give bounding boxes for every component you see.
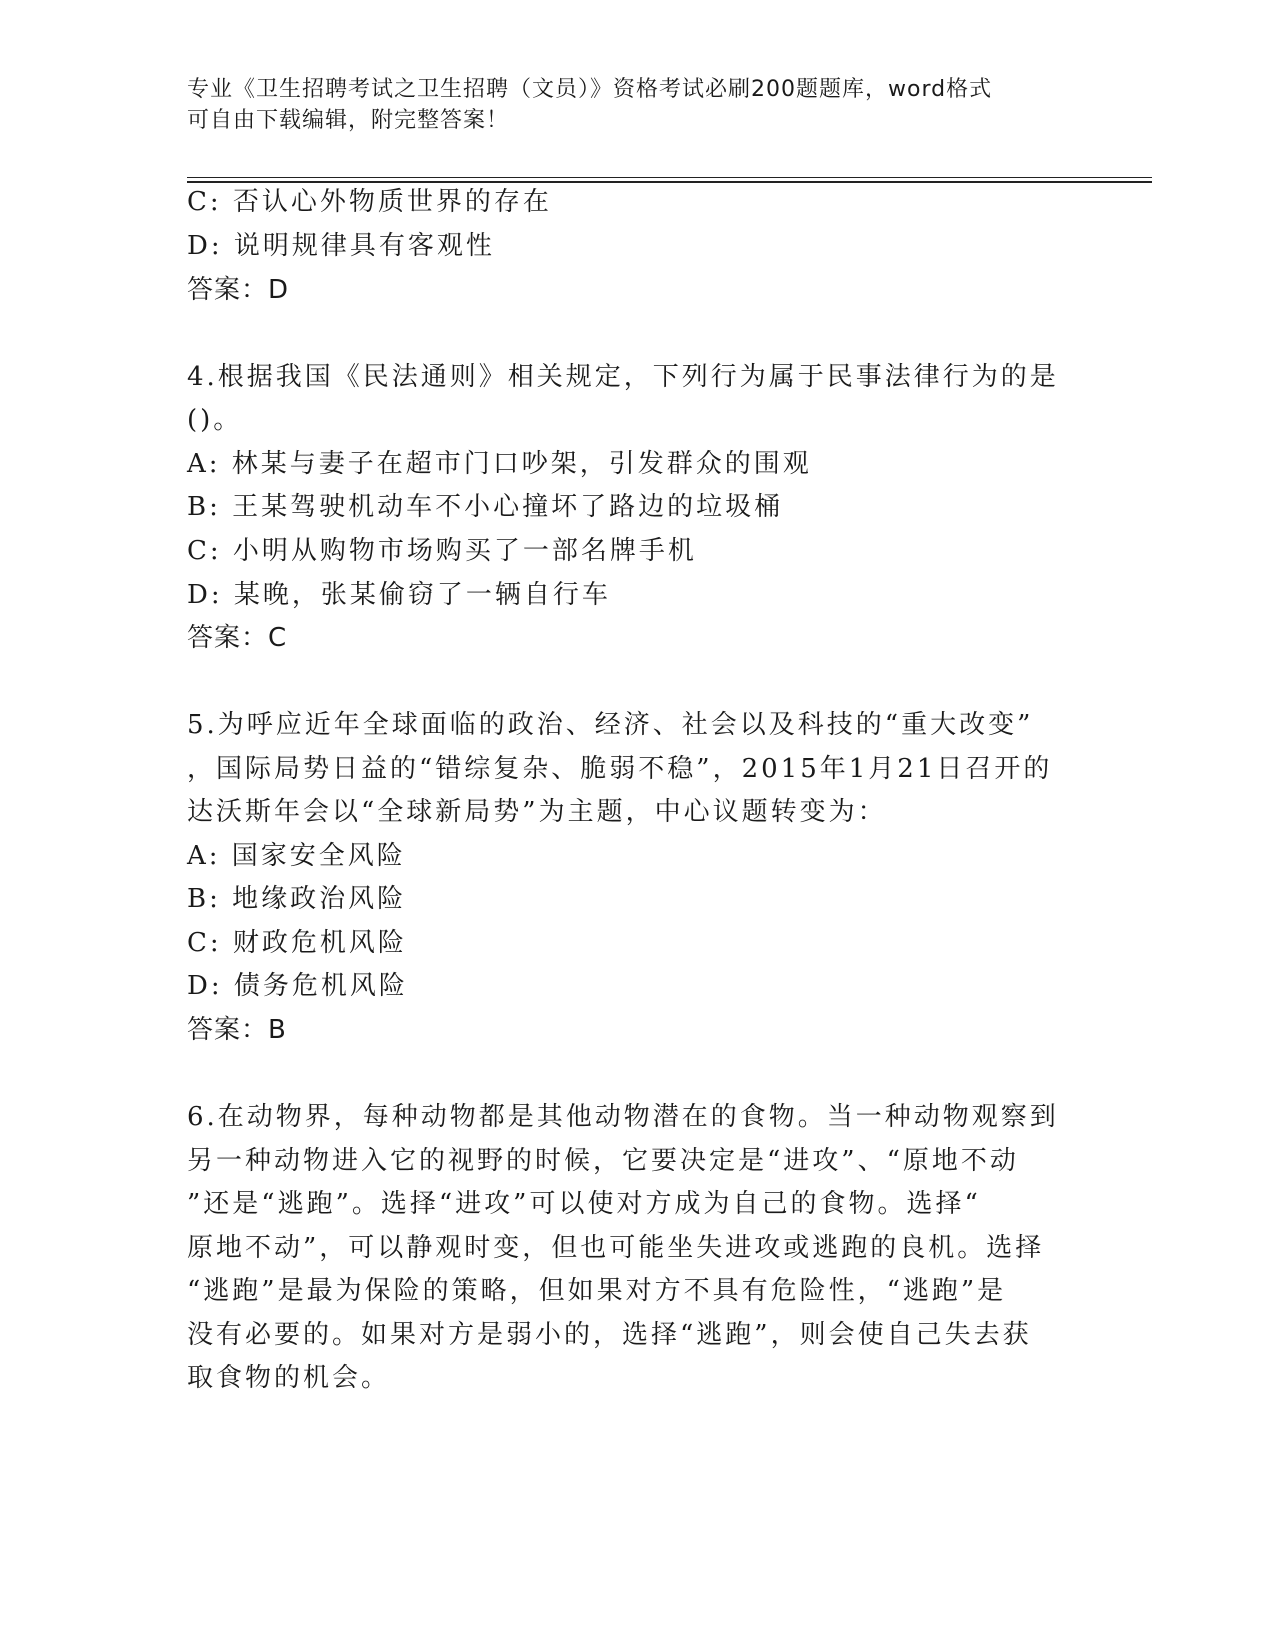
q5-stem-line-1: 5.为呼应近年全球面临的政治、经济、社会以及科技的“重大改变”: [187, 710, 1034, 740]
q6-stem-line-1: 6.在动物界，每种动物都是其他动物潜在的食物。当一种动物观察到: [187, 1102, 1059, 1132]
q4-option-c: C: 小明从购物市场购买了一部名牌手机: [187, 536, 697, 566]
q6-stem-line-2: 另一种动物进入它的视野的时候，它要决定是“进攻”、“原地不动: [187, 1146, 1019, 1176]
q6-stem-line-6: 没有必要的。如果对方是弱小的，选择“逃跑”，则会使自己失去获: [187, 1320, 1032, 1350]
q4-option-a: A: 林某与妻子在超市门口吵架，引发群众的围观: [187, 449, 812, 479]
q4-answer: 答案：C: [187, 623, 288, 653]
q5-option-a: A: 国家安全风险: [187, 841, 406, 871]
q6-stem-line-4: 原地不动”，可以静观时变，但也可能坐失进攻或逃跑的良机。选择: [187, 1233, 1045, 1263]
header-divider-thick: [187, 181, 1152, 183]
q4-option-d: D: 某晚，张某偷窃了一辆自行车: [187, 580, 611, 610]
q4-stem-line-2: ()。: [187, 405, 243, 435]
q6-stem-line-3: ”还是“逃跑”。选择“进攻”可以使对方成为自己的食物。选择“: [187, 1189, 981, 1219]
header-line-1: 专业《卫生招聘考试之卫生招聘（文员）》资格考试必刷200题题库，word格式: [187, 77, 993, 102]
q4-stem-line-1: 4.根据我国《民法通则》相关规定，下列行为属于民事法律行为的是: [187, 362, 1059, 392]
q5-option-d: D: 债务危机风险: [187, 971, 408, 1001]
q6-stem-line-5: “逃跑”是最为保险的策略，但如果对方不具有危险性，“逃跑”是: [187, 1276, 1007, 1306]
q3-option-d: D: 说明规律具有客观性: [187, 231, 495, 261]
q4-option-b: B: 王某驾驶机动车不小心撞坏了路边的垃圾桶: [187, 492, 784, 522]
document-header: [187, 74, 1067, 136]
q6-stem-line-7: 取食物的机会。: [187, 1363, 391, 1393]
header-line-2: 可自由下载编辑，附完整答案！: [187, 108, 510, 133]
q5-option-b: B: 地缘政治风险: [187, 884, 407, 914]
q3-option-c: C: 否认心外物质世界的存在: [187, 187, 552, 217]
header-divider-thin: [187, 177, 1152, 178]
q5-option-c: C: 财政危机风险: [187, 928, 407, 958]
q5-stem-line-3: 达沃斯年会以“全球新局势”为主题，中心议题转变为：: [187, 797, 887, 827]
q5-stem-line-2: ，国际局势日益的“错综复杂、脆弱不稳”，2015年1月21日召开的: [187, 754, 1053, 784]
q3-answer: 答案：D: [187, 275, 290, 305]
q5-answer: 答案：B: [187, 1015, 287, 1045]
